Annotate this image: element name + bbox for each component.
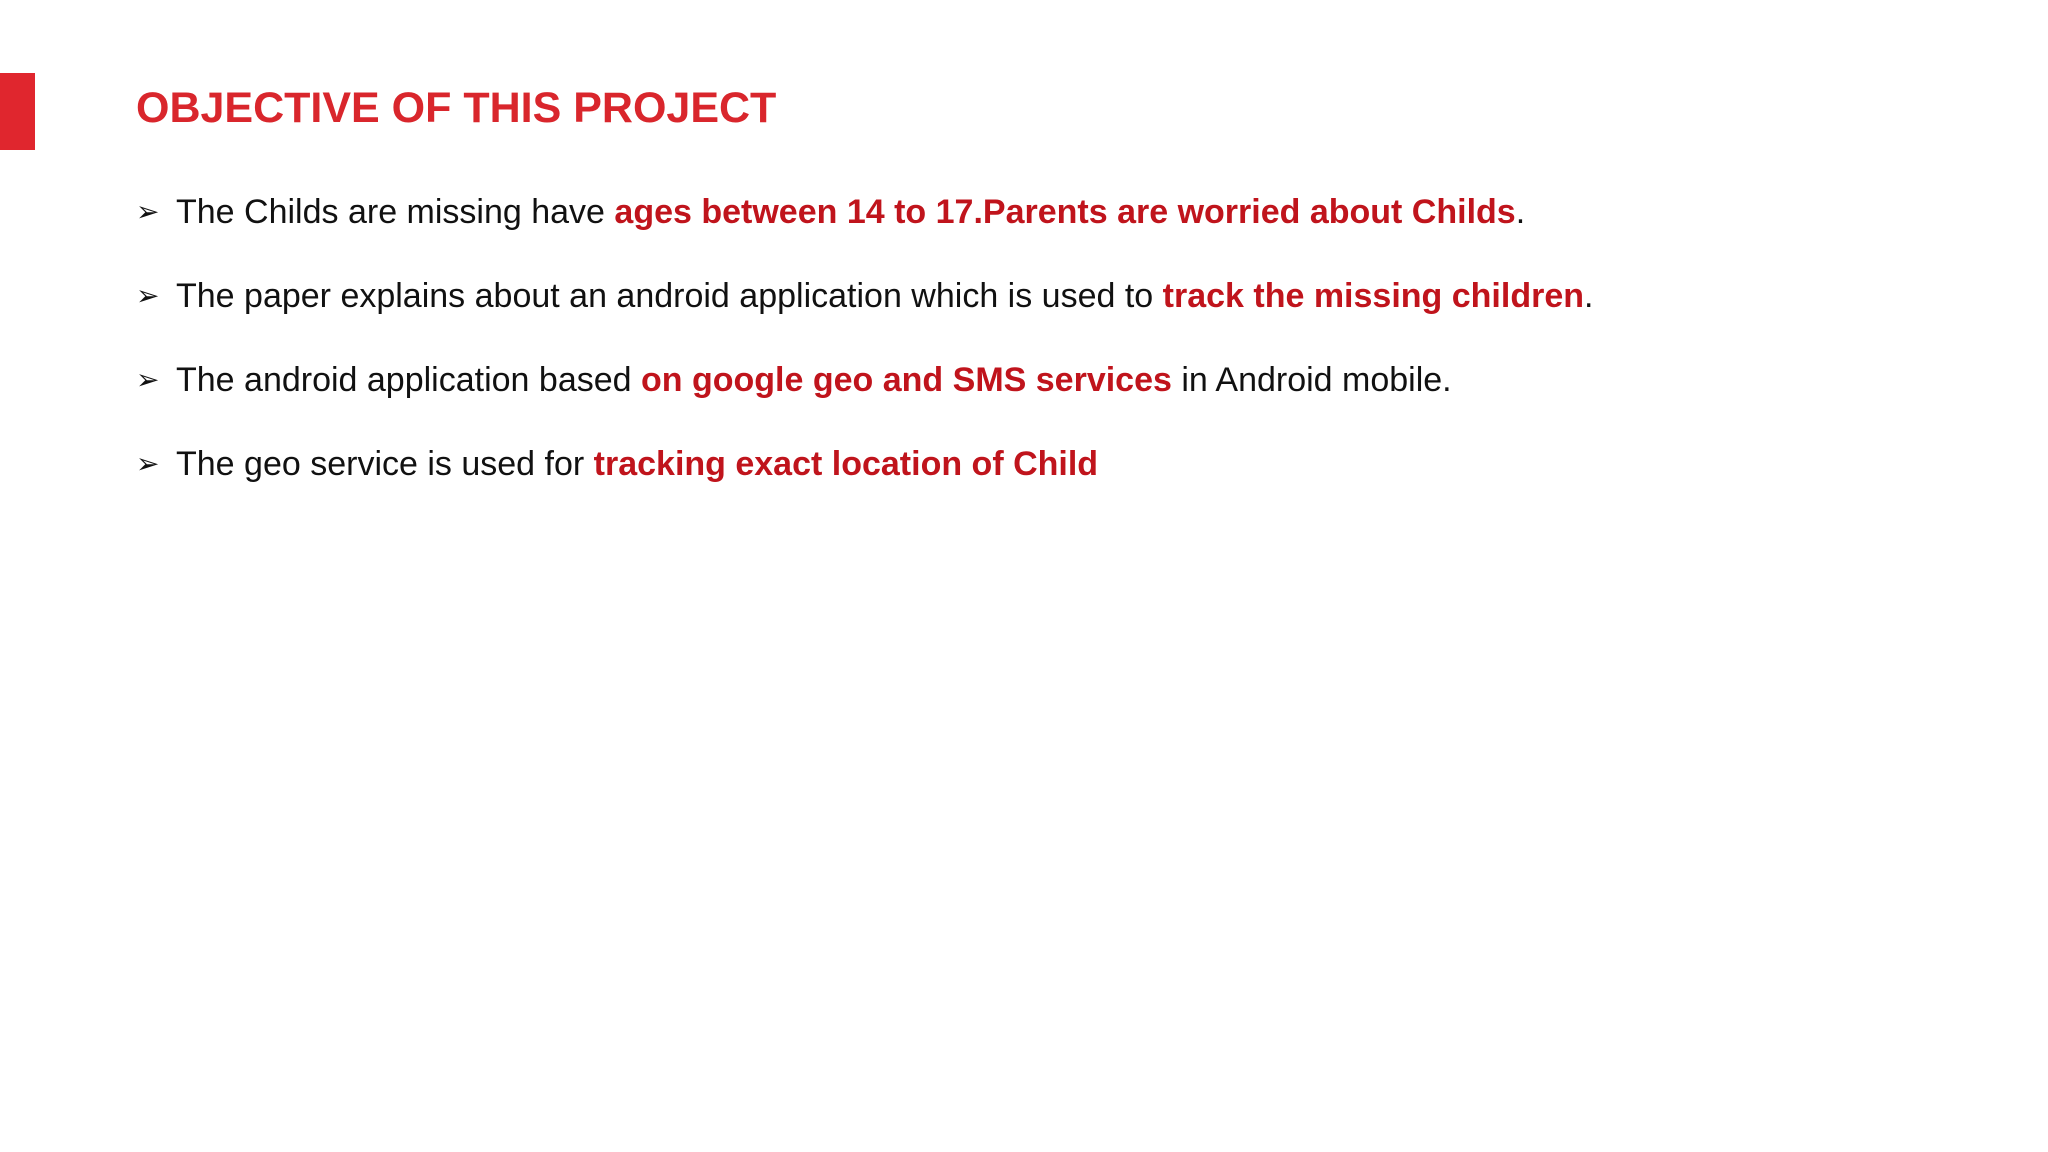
bullet-item xyxy=(136,274,1593,358)
bullet-text-plain: . xyxy=(1515,193,1526,231)
bullet-text xyxy=(176,358,1452,402)
slide-title: OBJECTIVE OF THIS PROJECT xyxy=(136,84,777,132)
bullet-text-plain: The Childs are missing have xyxy=(176,193,615,231)
bullet-text-plain: The android application based xyxy=(176,361,641,399)
bullet-text-plain: The geo service is used for xyxy=(176,445,594,483)
bullet-item xyxy=(136,358,1593,442)
arrowhead-bullet-icon: ➢ xyxy=(136,364,160,395)
bullet-text xyxy=(176,442,1098,486)
bullet-text-highlight: ages between 14 to 17.Parents are worried about Childs xyxy=(614,193,1516,231)
arrowhead-bullet-icon: ➢ xyxy=(136,448,160,479)
bullet-item xyxy=(136,442,1593,526)
arrowhead-bullet-icon: ➢ xyxy=(136,196,160,227)
arrowhead-bullet-icon: ➢ xyxy=(136,280,160,311)
title-accent-bar xyxy=(0,73,35,150)
bullet-text-plain: The paper explains about an android application which is used to xyxy=(176,277,1163,315)
bullet-text-plain: in Android mobile. xyxy=(1171,361,1452,399)
bullet-text-plain: . xyxy=(1584,277,1594,315)
bullet-list xyxy=(136,190,1593,526)
bullet-item xyxy=(136,190,1593,274)
bullet-text-highlight: on google geo and SMS services xyxy=(641,361,1172,399)
bullet-text-highlight: track the missing children xyxy=(1162,277,1585,315)
bullet-text-highlight: tracking exact location of Child xyxy=(593,445,1099,483)
bullet-text xyxy=(176,190,1525,234)
bullet-text xyxy=(176,274,1593,318)
